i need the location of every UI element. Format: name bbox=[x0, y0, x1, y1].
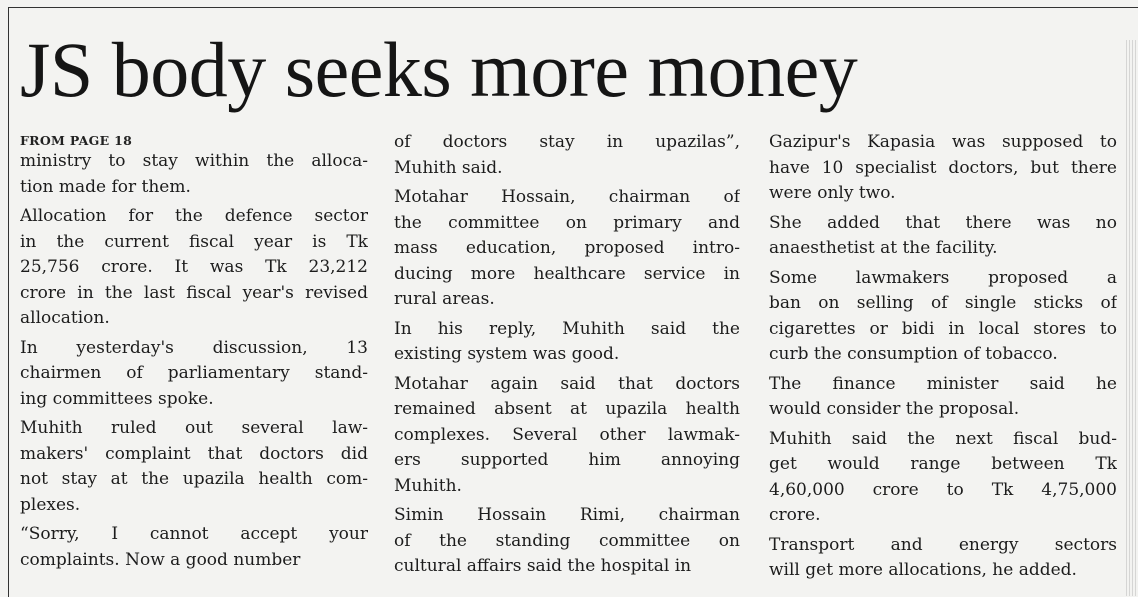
paragraph bbox=[769, 427, 1117, 529]
text-line: Motahar again said that doctors bbox=[394, 373, 740, 394]
text-line: ministry to stay within the alloca- bbox=[20, 151, 368, 171]
text-line: complaints. Now a good number bbox=[20, 549, 301, 570]
paragraph bbox=[394, 130, 740, 181]
text-line: get would range between Tk bbox=[769, 454, 1117, 474]
text-line: not stay at the upazila health com- bbox=[20, 469, 368, 489]
text-line: Muhith said the next fiscal bud- bbox=[769, 428, 1117, 449]
text-line: Transport and energy sectors bbox=[769, 534, 1117, 555]
text-line: makers' complaint that doctors did bbox=[20, 443, 368, 464]
text-line: plexes. bbox=[20, 494, 81, 515]
text-line: ducing more healthcare service in bbox=[394, 263, 740, 284]
text-line: the committee on primary and bbox=[394, 212, 740, 233]
text-line: would consider the proposal. bbox=[769, 399, 1020, 419]
article-column-1 bbox=[20, 130, 368, 577]
text-line: of doctors stay in upazilas”, bbox=[394, 132, 740, 152]
text-line: in the current fiscal year is Tk bbox=[20, 231, 368, 252]
text-line: curb the consumption of tobacco. bbox=[769, 344, 1058, 364]
text-line: 4,60,000 crore to Tk 4,75,000 bbox=[769, 479, 1117, 500]
paragraph bbox=[769, 130, 1117, 207]
text-line: ban on selling of single sticks of bbox=[769, 293, 1117, 313]
text-line: The finance minister said he bbox=[769, 373, 1117, 394]
text-line: ing committees spoke. bbox=[20, 388, 214, 409]
text-line: Allocation for the defence sector bbox=[20, 206, 368, 226]
article-column-2 bbox=[394, 130, 740, 584]
headline: JS body seeks more money bbox=[20, 26, 858, 113]
text-line: Muhith said. bbox=[394, 157, 503, 178]
text-line: tion made for them. bbox=[20, 176, 191, 197]
paragraph bbox=[769, 211, 1117, 262]
text-line: Muhith. bbox=[394, 475, 462, 496]
left-border-rule bbox=[8, 7, 9, 597]
text-line: remained absent at upazila health bbox=[394, 399, 740, 419]
paragraph bbox=[20, 522, 368, 573]
top-border-rule bbox=[8, 7, 1138, 8]
text-line: will get more allocations, he added. bbox=[769, 560, 1077, 580]
right-edge-texture bbox=[1126, 40, 1138, 596]
paragraph bbox=[394, 372, 740, 500]
paragraph bbox=[20, 149, 368, 200]
text-line: In yesterday's discussion, 13 bbox=[20, 337, 368, 358]
paragraph bbox=[394, 503, 740, 580]
text-line: anaesthetist at the facility. bbox=[769, 238, 998, 258]
text-line: Muhith ruled out several law- bbox=[20, 418, 368, 438]
text-line: “Sorry, I cannot accept your bbox=[20, 524, 368, 544]
text-line: cigarettes or bidi in local stores to bbox=[769, 318, 1117, 339]
paragraph bbox=[20, 204, 368, 332]
text-line: rural areas. bbox=[394, 289, 495, 309]
text-line: existing system was good. bbox=[394, 344, 620, 364]
text-line: were only two. bbox=[769, 183, 896, 203]
from-page-label: FROM PAGE 18 bbox=[20, 133, 133, 148]
text-line: 25,756 crore. It was Tk 23,212 bbox=[20, 257, 368, 277]
text-line: allocation. bbox=[20, 308, 110, 328]
paragraph bbox=[20, 416, 368, 518]
text-line: have 10 specialist doctors, but there bbox=[769, 157, 1117, 178]
paragraph bbox=[394, 317, 740, 368]
text-line: ers supported him annoying bbox=[394, 450, 740, 470]
text-line: of the standing committee on bbox=[394, 530, 740, 551]
text-line: Some lawmakers proposed a bbox=[769, 267, 1117, 288]
text-line: chairmen of parliamentary stand- bbox=[20, 363, 368, 383]
text-line: mass education, proposed intro- bbox=[394, 238, 740, 258]
text-line: Motahar Hossain, chairman of bbox=[394, 187, 740, 207]
paragraph bbox=[20, 336, 368, 413]
text-line: She added that there was no bbox=[769, 212, 1117, 233]
article-column-3 bbox=[769, 130, 1117, 588]
paragraph bbox=[769, 266, 1117, 368]
paragraph bbox=[769, 372, 1117, 423]
text-line: complexes. Several other lawmak- bbox=[394, 424, 740, 445]
text-line: crore. bbox=[769, 505, 821, 525]
paragraph bbox=[769, 533, 1117, 584]
text-line: Gazipur's Kapasia was supposed to bbox=[769, 132, 1117, 152]
text-line: In his reply, Muhith said the bbox=[394, 318, 740, 339]
text-line: cultural affairs said the hospital in bbox=[394, 556, 692, 576]
paragraph bbox=[394, 185, 740, 313]
text-line: Simin Hossain Rimi, chairman bbox=[394, 505, 740, 525]
text-line: crore in the last fiscal year's revised bbox=[20, 282, 368, 303]
